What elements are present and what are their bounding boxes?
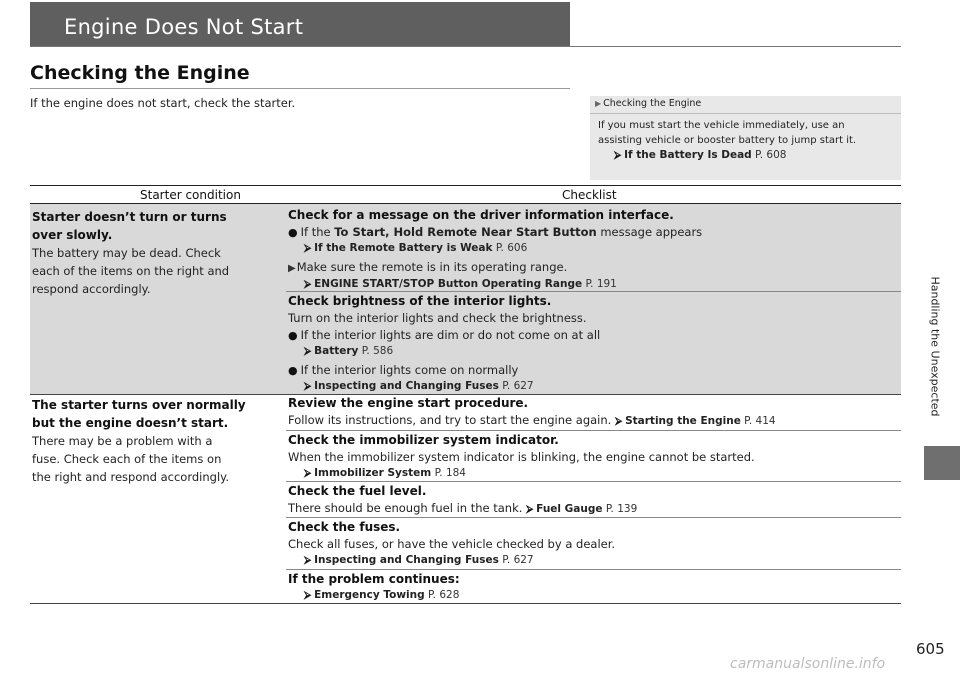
reference-arrow-icon: ⮚ bbox=[304, 590, 312, 601]
checklist-fuses: Check the fuses. Check all fuses, or have the vehicle checked by a dealer. ⮚ Inspecting and Changing Fuses P. 627 bbox=[288, 519, 900, 568]
checklist-interior-lights: Check brightness of the interior lights. Turn on the interior lights and check the brightness. ● If the interior lights are dim or do not come on at all ⮚ Battery P. 586 ● If the interior lights come on normally ⮚ Inspecting and Changing Fuses P. 627 bbox=[288, 293, 900, 394]
row-divider bbox=[286, 481, 901, 482]
side-tab-label: Handling the Unexpected bbox=[928, 276, 942, 417]
section-divider bbox=[30, 88, 570, 89]
row1-condition: Starter doesn’t turn or turns over slowly. The battery may be dead. Check each of the items on the right and respond accordingly. bbox=[32, 210, 230, 296]
note-marker-icon: ▶ bbox=[595, 99, 602, 108]
title-divider bbox=[30, 46, 901, 47]
bullet-icon: ● bbox=[288, 329, 298, 342]
reference-arrow-icon: ⮚ bbox=[304, 346, 312, 357]
page-number: 605 bbox=[916, 640, 945, 658]
side-note bbox=[590, 96, 901, 180]
reference-link-fuses[interactable]: ⮚ Inspecting and Changing Fuses P. 627 bbox=[304, 380, 534, 392]
note-body bbox=[598, 118, 893, 163]
note-line: If you must start the vehicle immediately, use an bbox=[598, 120, 845, 131]
note-reference-link[interactable]: ⮚ If the Battery Is Dead P. 608 bbox=[614, 149, 787, 161]
row-divider bbox=[286, 517, 901, 518]
section-title: Checking the Engine bbox=[30, 62, 250, 84]
checklist-immobilizer: Check the immobilizer system indicator. When the immobilizer system indicator is blinking, the engine cannot be started. ⮚ Immobilizer System P. 184 bbox=[288, 432, 900, 481]
checklist-driver-info-message: Check for a message on the driver information interface. ● If the To Start, Hold Remote Near Start Button message appears ⮚ If the Remote Battery is Weak P. 606 ▶Make sure the remote is in its operating range. ⮚ ENGINE START/STOP Button Operating Range P. 191 bbox=[288, 207, 900, 292]
row-divider bbox=[286, 430, 901, 431]
reference-arrow-icon: ⮚ bbox=[304, 555, 312, 566]
checklist-start-procedure: Review the engine start procedure. Follow its instructions, and try to start the engine again. ⮚ Starting the Engine P. 414 bbox=[288, 395, 900, 430]
bullet-icon: ● bbox=[288, 364, 298, 377]
table-top-rule bbox=[30, 185, 901, 186]
watermark: carmanualsonline.info bbox=[730, 656, 886, 672]
bullet-icon: ● bbox=[288, 226, 298, 239]
reference-arrow-icon: ⮚ bbox=[614, 416, 623, 427]
reference-arrow-icon: ⮚ bbox=[304, 468, 312, 479]
tip-arrow-icon: ▶ bbox=[288, 263, 296, 274]
reference-arrow-icon: ⮚ bbox=[304, 243, 312, 254]
reference-link-remote-battery[interactable]: ⮚ If the Remote Battery is Weak P. 606 bbox=[304, 242, 528, 254]
reference-link-fuel-gauge[interactable]: ⮚ Fuel Gauge P. 139 bbox=[526, 503, 637, 515]
chapter-index-marker bbox=[924, 446, 960, 480]
checklist-bullet: ● If the interior lights come on normally bbox=[288, 363, 519, 377]
reference-link-fuses-2[interactable]: ⮚ Inspecting and Changing Fuses P. 627 bbox=[304, 554, 534, 566]
column-header-starter-condition: Starter condition bbox=[140, 188, 241, 202]
row-divider bbox=[286, 569, 901, 570]
checklist-problem-continues: If the problem continues: ⮚ Emergency Towing P. 628 bbox=[288, 571, 900, 603]
checklist-fuel-level: Check the fuel level. There should be enough fuel in the tank. ⮚ Fuel Gauge P. 139 bbox=[288, 483, 900, 518]
reference-arrow-icon: ⮚ bbox=[614, 150, 622, 161]
reference-arrow-icon: ⮚ bbox=[304, 279, 312, 290]
column-header-checklist: Checklist bbox=[562, 188, 617, 202]
note-line: assisting vehicle or booster battery to jump start it. bbox=[598, 135, 857, 146]
chapter-side-tab bbox=[925, 240, 945, 460]
reference-link-immobilizer[interactable]: ⮚ Immobilizer System P. 184 bbox=[304, 467, 466, 479]
checklist-bullet: ● If the To Start, Hold Remote Near Start Button message appears bbox=[288, 225, 703, 239]
note-heading: ▶ Checking the Engine bbox=[590, 96, 901, 114]
reference-arrow-icon: ⮚ bbox=[304, 381, 312, 392]
row-divider bbox=[286, 291, 901, 292]
reference-link-emergency-towing[interactable]: ⮚ Emergency Towing P. 628 bbox=[304, 589, 460, 601]
reference-link-battery[interactable]: ⮚ Battery P. 586 bbox=[304, 345, 394, 357]
chapter-title-bar bbox=[30, 2, 570, 46]
section-intro: If the engine does not start, check the starter. bbox=[30, 96, 296, 110]
reference-link-starting-engine[interactable]: ⮚ Starting the Engine P. 414 bbox=[615, 415, 776, 427]
reference-link-start-stop-range[interactable]: ⮚ ENGINE START/STOP Button Operating Range P. 191 bbox=[304, 278, 617, 290]
checklist-tip: ▶Make sure the remote is in its operating range. bbox=[288, 260, 568, 274]
row2-condition: The starter turns over normally but the engine doesn’t start. There may be a problem with a fuse. Check each of the items on the right and respond accordingly. bbox=[32, 398, 246, 484]
chapter-title: Engine Does Not Start bbox=[64, 15, 304, 39]
table-bottom-rule bbox=[30, 603, 901, 604]
reference-arrow-icon: ⮚ bbox=[526, 504, 534, 515]
checklist-bullet: ● If the interior lights are dim or do not come on at all bbox=[288, 328, 601, 342]
